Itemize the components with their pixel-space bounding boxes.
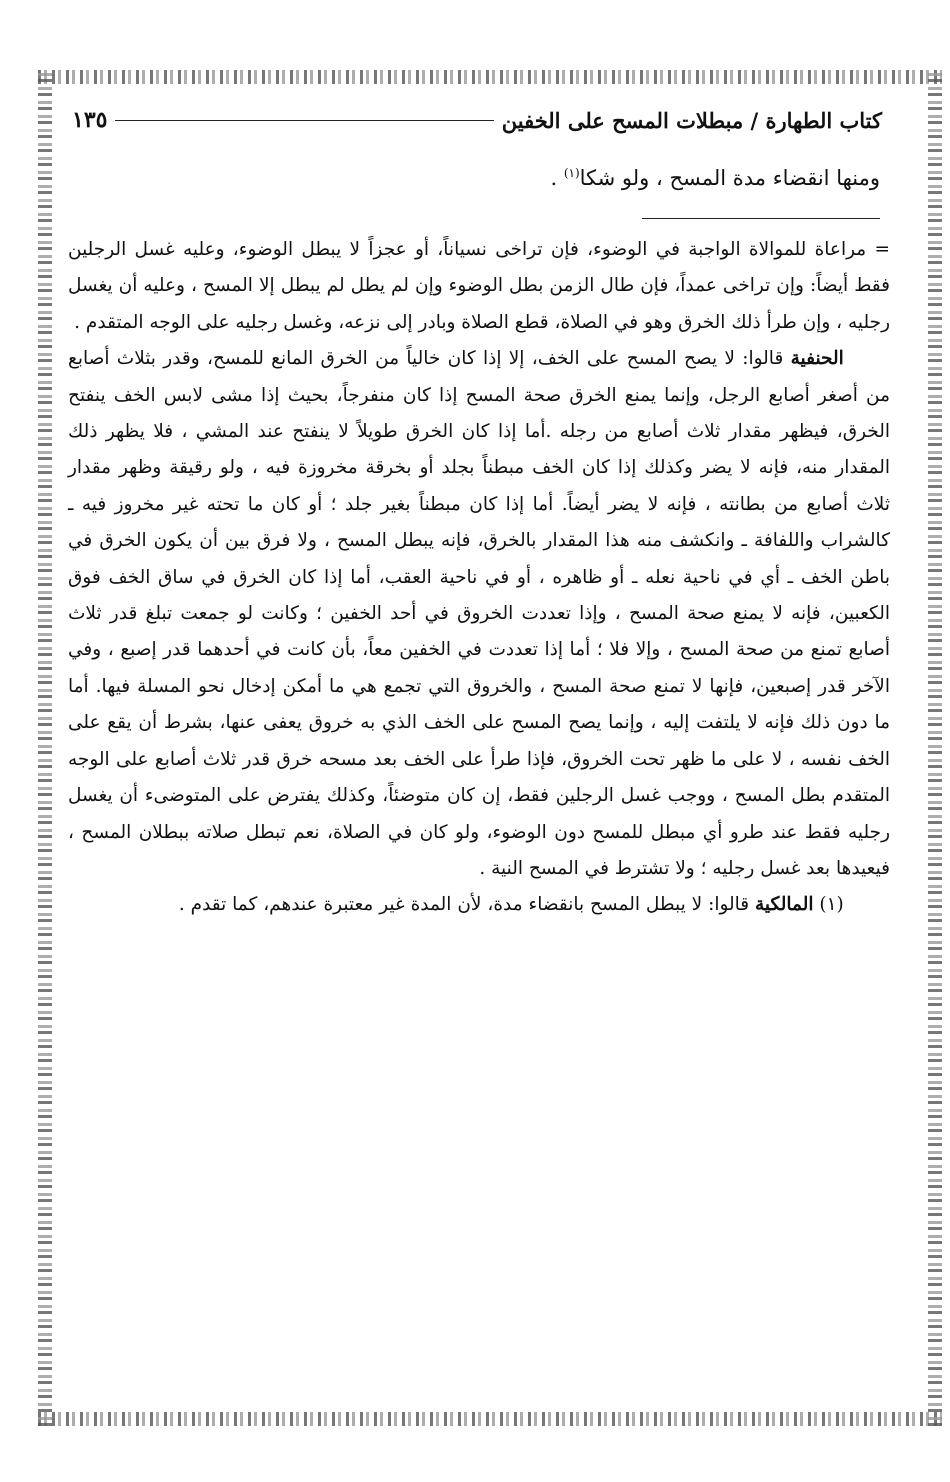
header-rule (115, 120, 493, 121)
ornamental-border-left (38, 70, 52, 1426)
ornamental-border-bottom (38, 1412, 942, 1426)
main-text-end: . (550, 166, 564, 190)
footnote-continuation: = مراعاة للموالاة الواجبة في الوضوء، فإن تراخى نسياناً، أو عجزاً لا يبطل الوضوء، وعليه غسل الرجلين فقط أيضاً: وإن تراخى عمداً، فإن طال الزمن بطل الوضوء وإن لم يطل لم يبطل إلا المسح ، وعليه أن يغسل رجليه ، وإن طرأ ذلك الخرق وهو في الصلاة، قطع الصلاة وبادر إلى نزعه، وغسل رجليه على الوجه المتقدم . (68, 239, 890, 333)
maliki-text: قالوا: لا يبطل المسح بانقضاء مدة، لأن المدة غير معتبرة عندهم، كما تقدم . (178, 894, 756, 916)
page-number: ١٣٥ (72, 107, 108, 133)
main-text (60, 155, 880, 196)
footnote-hanafi (68, 341, 890, 887)
ornamental-border-right (928, 70, 942, 1426)
footnote-1-number: (١) (819, 894, 844, 916)
footnotes (68, 232, 890, 924)
running-header (72, 100, 882, 140)
ornamental-border-top (38, 70, 942, 84)
hanafi-text: قالوا: لا يصح المسح على الخف، إلا إذا كان خالياً من الخرق المانع للمسح، وقدر بثلاث أصابع من أصغر أصابع الرجل، وإنما يمنع الخرق صحة المسح إذا كان منفرجاً، بحيث إذا مشى لابس الخف ينفتح الخرق، فيظهر مقدار ثلاث أصابع من رجله .أما إذا كان الخرق طويلاً لا ينفتح عند المشي ، فلا يظهر ذلك المقدار منه، فإنه لا يضر وكذلك إذا كان الخف مبطناً بجلد أو بخرقة مخروزة فيه ، ولو رقيقة وظهر مقدار ثلاث أصابع من بطانته ، فإنه لا يضر أيضاً. أما إذا كان مبطناً بغير جلد ؛ أو كان ما تحته غير مخروز فيه ـ كالشراب واللفافة ـ وانكشف منه هذا المقدار بالخرق، فإنه يبطل المسح ، ولا فرق بين أن يكون الخرق في باطن الخف ـ أي في ناحية نعله ـ أو ظاهره ، أو في ناحية العقب، أما إذا كان الخرق في ساق الخف فوق الكعبين، فإنه لا يمنع صحة المسح ، وإذا تعددت الخروق في أحد الخفين ؛ وكانت لو جمعت تبلغ قدر ثلاث أصابع تمنع من صحة المسح ، وإلا فلا ؛ أما إذا تعددت في الخفين معاً، بأن كانت في أحدهما قدر إصبع ، وفي الآخر قدر إصبعين، فإنها لا تمنع صحة المسح ، والخروق التي تجمع هي ما أمكن إدخال نحو المسلة فيها. أما ما دون ذلك فإنه لا يلتفت إليه ، وإنما يصح المسح على الخف الذي به خروق يعفى عنها، بشرط أن يقع على الخف نفسه ، لا على ما ظهر تحت الخروق، فإذا طرأ على الخف بعد مسحه خرق قدر ثلاث أصابع على الوجه المتقدم بطل المسح ، ووجب غسل الرجلين فقط، إن كان متوضئاً، وكذلك يفترض على المتوضىء أن يغسل رجليه فقط عند طرو أي مبطل للمسح دون الوضوء، ولو كان في الصلاة، نعم تبطل صلاته ببطلان المسح ، فيعيدها بعد غسل رجليه ؛ ولا تشترط في المسح النية . (68, 348, 890, 879)
header-title: كتاب الطهارة / مبطلات المسح على الخفين (501, 107, 882, 133)
main-text-body: ومنها انقضاء مدة المسح ، ولو شكا (579, 166, 880, 190)
hanafi-label: الحنفية (790, 348, 844, 370)
footnote-1 (68, 887, 890, 923)
footnote-reference: (١) (563, 166, 580, 180)
footnote-separator (642, 218, 880, 219)
maliki-label: المالكية (755, 894, 814, 916)
